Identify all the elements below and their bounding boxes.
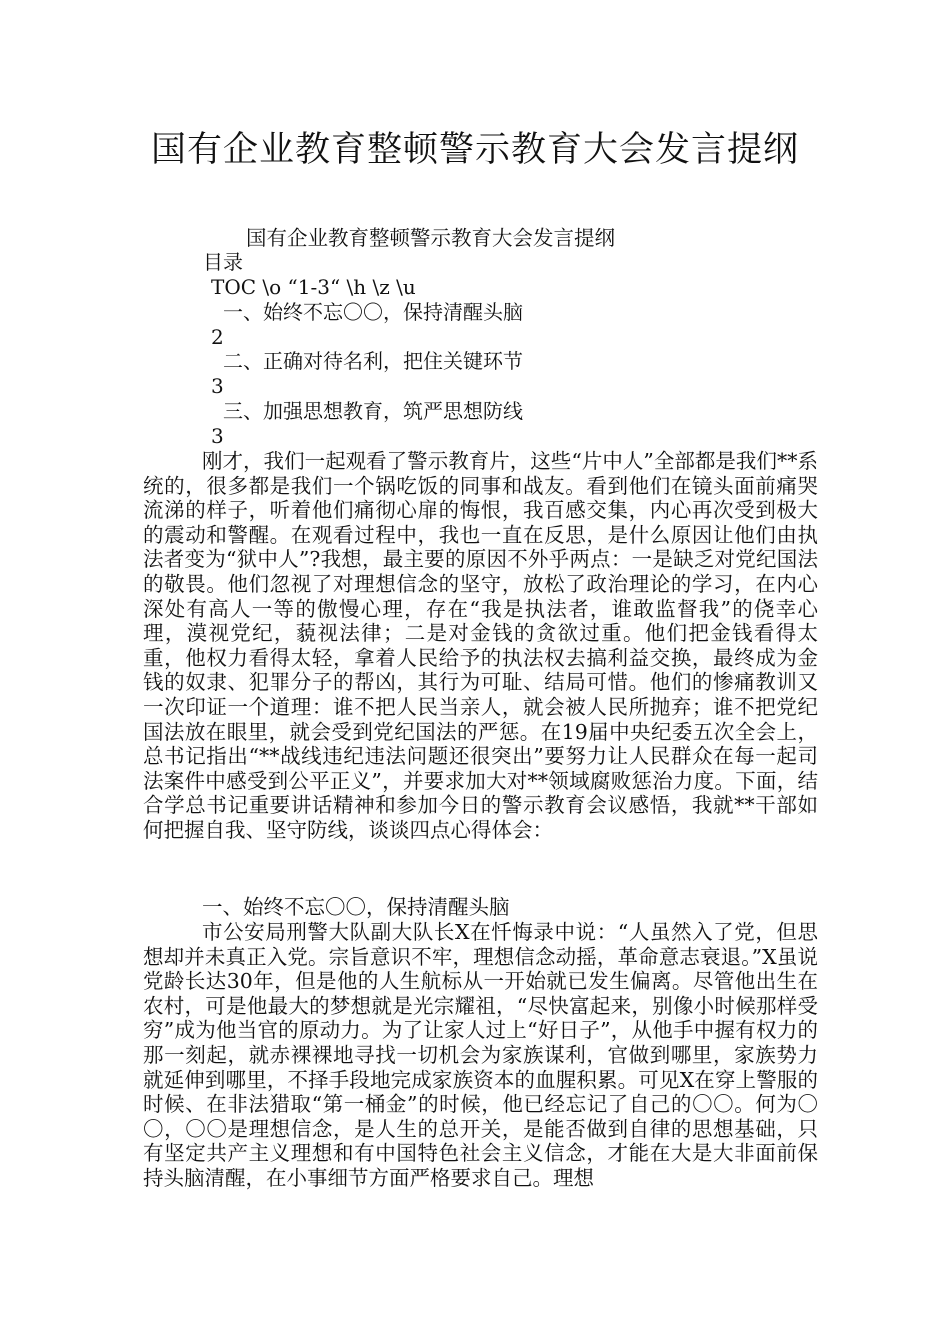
toc-field-code: TOC \o “1-3“ \h \z \u [211, 275, 416, 299]
toc-entry-3-page: 3 [211, 424, 224, 448]
toc-entry-1-label[interactable]: 一、始终不忘〇〇，保持清醒头脑 [223, 300, 523, 324]
document-title: 国有企业教育整顿警示教育大会发言提纲 [150, 130, 799, 170]
intro-paragraph: 刚才，我们一起观看了警示教育片，这些“片中人”全部都是我们**系统的，很多都是我们一个锅吃饭的同事和战友。看到他们在镜头面前痛哭流涕的样子，听着他们痛彻心扉的悔恨，我百感交集，内心再次受到极大的震动和警醒。在观看过程中，我也一直在反思，是什么原因让他们由执法者变为“狱中人”?我想，最主要的原因不外乎两点：一是缺乏对党纪国法的敬畏。他们忽视了对理想信念的坚守，放松了政治理论的学习，在内心深处有高人一等的傲慢心理，存在“我是执法者，谁敢监督我”的侥幸心理，漠视党纪，藐视法律；二是对金钱的贪欲过重。他们把金钱看得太重，他权力看得太轻，拿着人民给予的执法权去搞利益交换，最终成为金钱的奴隶、犯罪分子的帮凶，其行为可耻、结局可惜。他们的惨痛教训又一次印证一个道理：谁不把人民当亲人，就会被人民所抛弃；谁不把党纪国法放在眼里，就会受到党纪国法的严惩。在19届中央纪委五次全会上，总书记指出“**战线违纪违法问题还很突出”要努力让人民群众在每一起司法案件中感受到公平正义”，并要求加大对**领域腐败惩治力度。下面，结合学总书记重要讲话精神和参加今日的警示教育会议感悟，我就**干部如何把握自我、坚守防线，谈谈四点心得体会： [143, 449, 818, 842]
toc-entry-3-label[interactable]: 三、加强思想教育，筑严思想防线 [223, 399, 523, 423]
section-1-heading: 一、始终不忘〇〇，保持清醒头脑 [202, 895, 510, 919]
section-1-paragraph: 市公安局刑警大队副大队长X在忏悔录中说：“人虽然入了党，但思想却并未真正入党。宗旨意识不牢，理想信念动摇，革命意志衰退。”X虽说党龄长达30年，但是他的人生航标从一开始就已发生偏离。尽管他出生在农村，可是他最大的梦想就是光宗耀祖，“尽快富起来，别像小时候那样受穷”成为他当官的原动力。为了让家人过上“好日子”，从他手中握有权力的那一刻起，就赤裸裸地寻找一切机会为家族谋利，官做到哪里，家族势力就延伸到哪里，不择手段地完成家族资本的血腥积累。可见X在穿上警服的时候、在非法猎取“第一桶金”的时候，他已经忘记了自己的〇〇。何为〇〇，〇〇是理想信念，是人生的总开关，是能否做到自律的思想基础，只有坚定共产主义理想和有中国特色社会主义信念，才能在大是大非面前保持头脑清醒，在小事细节方面严格要求自己。理想 [143, 920, 818, 1190]
toc-entry-2-page: 3 [211, 374, 224, 398]
toc-entry-2-label[interactable]: 二、正确对待名利，把住关键环节 [223, 349, 523, 373]
toc-entry-1-page: 2 [211, 325, 224, 349]
document-subtitle: 国有企业教育整顿警示教育大会发言提纲 [246, 226, 615, 250]
toc-heading: 目录 [203, 250, 243, 274]
